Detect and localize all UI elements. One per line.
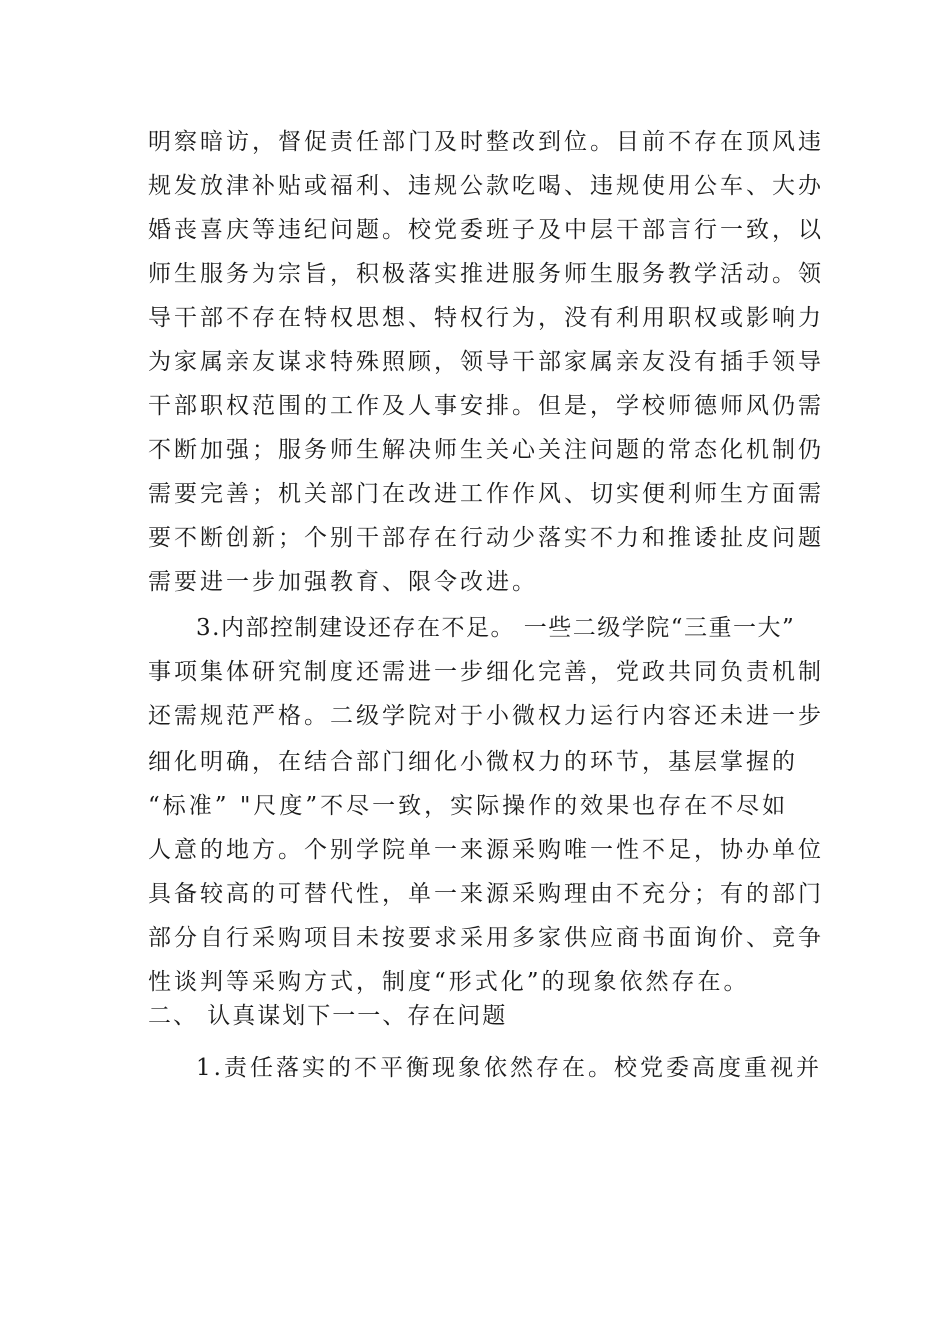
text-line: 师生服务为宗旨，积极落实推进服务师生服务教学活动。领 bbox=[148, 261, 824, 287]
text-line: 细化明确，在结合部门细化小微权力的环节，基层掌握的 bbox=[148, 749, 798, 775]
text-line: 1.责任落实的不平衡现象依然存在。校党委高度重视并 bbox=[196, 1055, 822, 1081]
text-line: 导干部不存在特权思想、特权行为，没有利用职权或影响力 bbox=[148, 305, 824, 331]
text-line: 部分自行采购项目未按要求采用多家供应商书面询价、竞争 bbox=[148, 925, 824, 951]
text-line: 需要完善；机关部门在改进工作作风、切实便利师生方面需 bbox=[148, 481, 824, 507]
text-line: 具备较高的可替代性，单一来源采购理由不充分；有的部门 bbox=[148, 881, 824, 907]
text-line: 干部职权范围的工作及人事安排。但是，学校师德师风仍需 bbox=[148, 393, 824, 419]
text-line: 还需规范严格。二级学院对于小微权力运行内容还未进一步 bbox=[148, 703, 824, 729]
text-line: 要不断创新；个别干部存在行动少落实不力和推诿扯皮问题 bbox=[148, 525, 824, 551]
text-line: 3.内部控制建设还存在不足。 一些二级学院“三重一大” bbox=[196, 615, 796, 641]
text-line: 需要进一步加强教育、限令改进。 bbox=[148, 569, 538, 595]
text-line: 规发放津补贴或福利、违规公款吃喝、违规使用公车、大办 bbox=[148, 173, 824, 199]
text-line: 婚丧喜庆等违纪问题。校党委班子及中层干部言行一致，以 bbox=[148, 217, 824, 243]
text-line: 事项集体研究制度还需进一步细化完善，党政共同负责机制 bbox=[148, 659, 824, 685]
text-line: 性谈判等采购方式，制度“形式化”的现象依然存在。 bbox=[148, 969, 750, 995]
text-line: 为家属亲友谋求特殊照顾，领导干部家属亲友没有插手领导 bbox=[148, 349, 824, 375]
section-heading: 二、 认真谋划下一一、存在问题 bbox=[148, 1003, 508, 1029]
text-line: 明察暗访，督促责任部门及时整改到位。目前不存在顶风违 bbox=[148, 129, 824, 155]
text-line: 不断加强；服务师生解决师生关心关注问题的常态化机制仍 bbox=[148, 437, 824, 463]
text-line: 人意的地方。个别学院单一来源采购唯一性不足，协办单位 bbox=[148, 837, 824, 863]
text-line: “标准” "尺度”不尽一致，实际操作的效果也存在不尽如 bbox=[148, 793, 789, 819]
